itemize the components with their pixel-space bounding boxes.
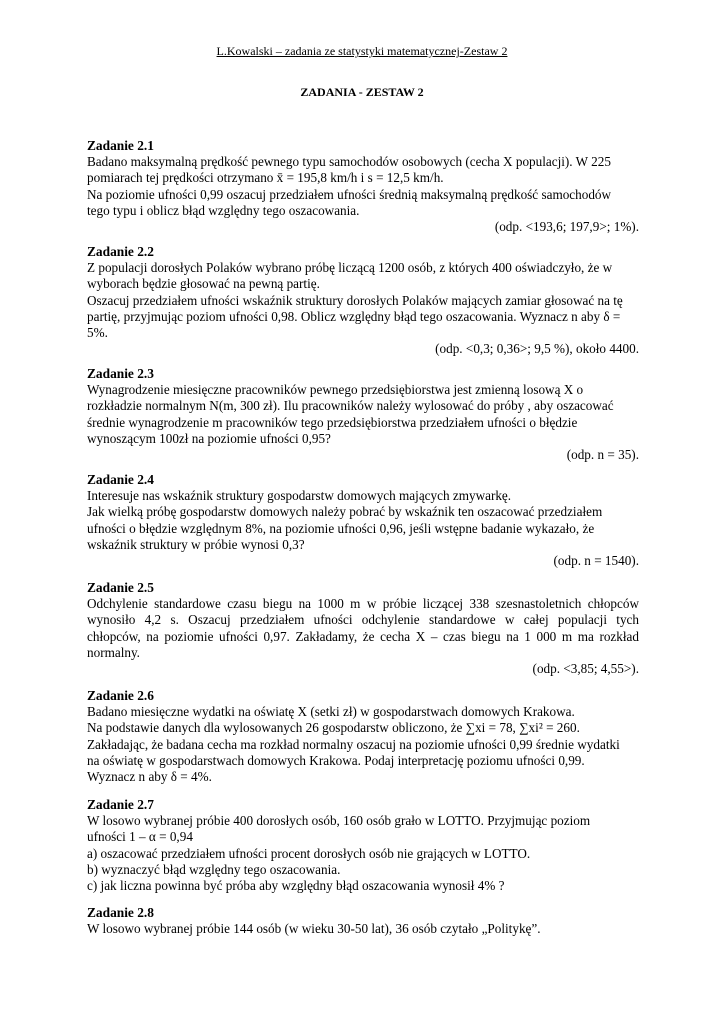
- task-title: Zadanie 2.2: [87, 244, 154, 259]
- task-line: Interesuje nas wskaźnik struktury gospodarstw domowych mających zmywarkę.: [87, 488, 512, 504]
- page-header: L.Kowalski – zadania ze statystyki matematycznej-Zestaw 2: [216, 44, 508, 58]
- task-line: W losowo wybranej próbie 400 dorosłych osób, 160 osób grało w LOTTO. Przyjmując poziom: [87, 813, 591, 829]
- task-line: Wynagrodzenie miesięczne pracowników pewnego przedsiębiorstwa jest zmienną losową X o: [87, 382, 584, 398]
- task-title: Zadanie 2.8: [87, 905, 154, 920]
- task-line: Badano maksymalną prędkość pewnego typu samochodów osobowych (cecha X populacji). W 225: [87, 154, 611, 170]
- task-answer: (odp. <0,3; 0,36>; 9,5 %), około 4400.: [435, 341, 639, 357]
- task-line: Zakładając, że badana cecha ma rozkład normalny oszacuj na poziomie ufności 0,99 średnie wydatki: [87, 736, 620, 752]
- task-line: b) wyznaczyć błąd względny tego oszacowania.: [87, 861, 341, 877]
- task-line: normalny.: [87, 644, 140, 660]
- task-answer: (odp. n = 1540).: [553, 553, 639, 569]
- task-2-6: [87, 688, 639, 785]
- task-answer: (odp. <193,6; 197,9>; 1%).: [494, 219, 639, 235]
- task-answer: (odp. n = 35).: [566, 447, 639, 463]
- task-2-1: [87, 138, 639, 235]
- task-line: średnie wynagrodzenie m pracowników tego przedsiębiorstwa przedziałem ufności o błędzie: [87, 414, 578, 430]
- task-title: Zadanie 2.4: [87, 472, 154, 487]
- task-line: ufności o błędzie względnym 8%, na poziomie ufności 0,96, jeśli wstępne badanie wykazało, że: [87, 520, 595, 536]
- task-line: wynoszącym 100zł na poziomie ufności 0,95?: [87, 430, 331, 446]
- task-2-5: [87, 580, 639, 677]
- task-answer: (odp. <3,85; 4,55>).: [532, 661, 639, 677]
- task-title: Zadanie 2.5: [87, 580, 154, 595]
- task-line: Odchylenie standardowe czasu biegu na 1000 m w próbie liczącej 338 szesnastoletnich chłopców: [87, 596, 639, 612]
- task-line: Na podstawie danych dla wylosowanych 26 gospodarstw obliczono, że ∑xi = 78, ∑xi² = 260.: [87, 720, 580, 736]
- task-line: Wyznacz n aby δ = 4%.: [87, 769, 212, 785]
- task-2-3: [87, 366, 639, 463]
- task-title: Zadanie 2.6: [87, 688, 154, 703]
- task-line: Jak wielką próbę gospodarstw domowych należy pobrać by wskaźnik ten oszacować przedziałem: [87, 504, 603, 520]
- task-2-2: [87, 244, 639, 357]
- task-line: W losowo wybranej próbie 144 osób (w wieku 30-50 lat), 36 osób czytało „Politykę”.: [87, 921, 541, 937]
- task-line: Z populacji dorosłych Polaków wybrano próbę liczącą 1200 osób, z których 400 oświadczyło, że w: [87, 260, 613, 276]
- task-line: wyborach będzie głosować na pewną partię.: [87, 276, 320, 292]
- task-title: Zadanie 2.7: [87, 797, 154, 812]
- task-2-7: [87, 797, 639, 894]
- task-line: Na poziomie ufności 0,99 oszacuj przedziałem ufności średnią maksymalną prędkość samochodów: [87, 186, 612, 202]
- task-line: Badano miesięczne wydatki na oświatę X (setki zł) w gospodarstwach domowych Krakowa.: [87, 704, 575, 720]
- task-line: c) jak liczna powinna być próba aby względny błąd oszacowania wynosił 4% ?: [87, 878, 505, 894]
- task-line: Oszacuj przedziałem ufności wskaźnik struktury dorosłych Polaków mających zamiar głosować na tę: [87, 292, 623, 308]
- task-line: na oświatę w gospodarstwach domowych Krakowa. Podaj interpretację poziomu ufności 0,99.: [87, 752, 585, 768]
- document-title: ZADANIA - ZESTAW 2: [300, 85, 424, 99]
- task-title: Zadanie 2.1: [87, 138, 154, 153]
- task-line: wynosiło 4,2 s. Oszacuj przedziałem ufności odchylenie standardowe w całej populacji tych: [87, 612, 639, 628]
- task-line: rozkładzie normalnym N(m, 300 zł). Ilu pracowników należy wylosować do próby , aby oszacować: [87, 398, 614, 414]
- task-line: tego typu i oblicz błąd względny tego oszacowania.: [87, 202, 360, 218]
- task-2-8: [87, 905, 639, 937]
- task-line: 5%.: [87, 325, 108, 341]
- task-line: partię, przyjmując poziom ufności 0,98. Oblicz względny błąd tego oszacowania. Wyznacz n aby δ =: [87, 308, 621, 324]
- task-line: a) oszacować przedziałem ufności procent dorosłych osób nie grających w LOTTO.: [87, 845, 531, 861]
- task-line: ufności 1 – α = 0,94: [87, 829, 193, 845]
- task-title: Zadanie 2.3: [87, 366, 154, 381]
- task-line: pomiarach tej prędkości otrzymano x̄ = 195,8 km/h i s = 12,5 km/h.: [87, 170, 444, 186]
- task-line: chłopców, na poziomie ufności 0,97. Zakładamy, że cecha X – czas biegu na 1 000 m ma rozkład: [87, 628, 639, 644]
- task-line: wskaźnik struktury w próbie wynosi 0,3?: [87, 536, 305, 552]
- task-2-4: [87, 472, 639, 569]
